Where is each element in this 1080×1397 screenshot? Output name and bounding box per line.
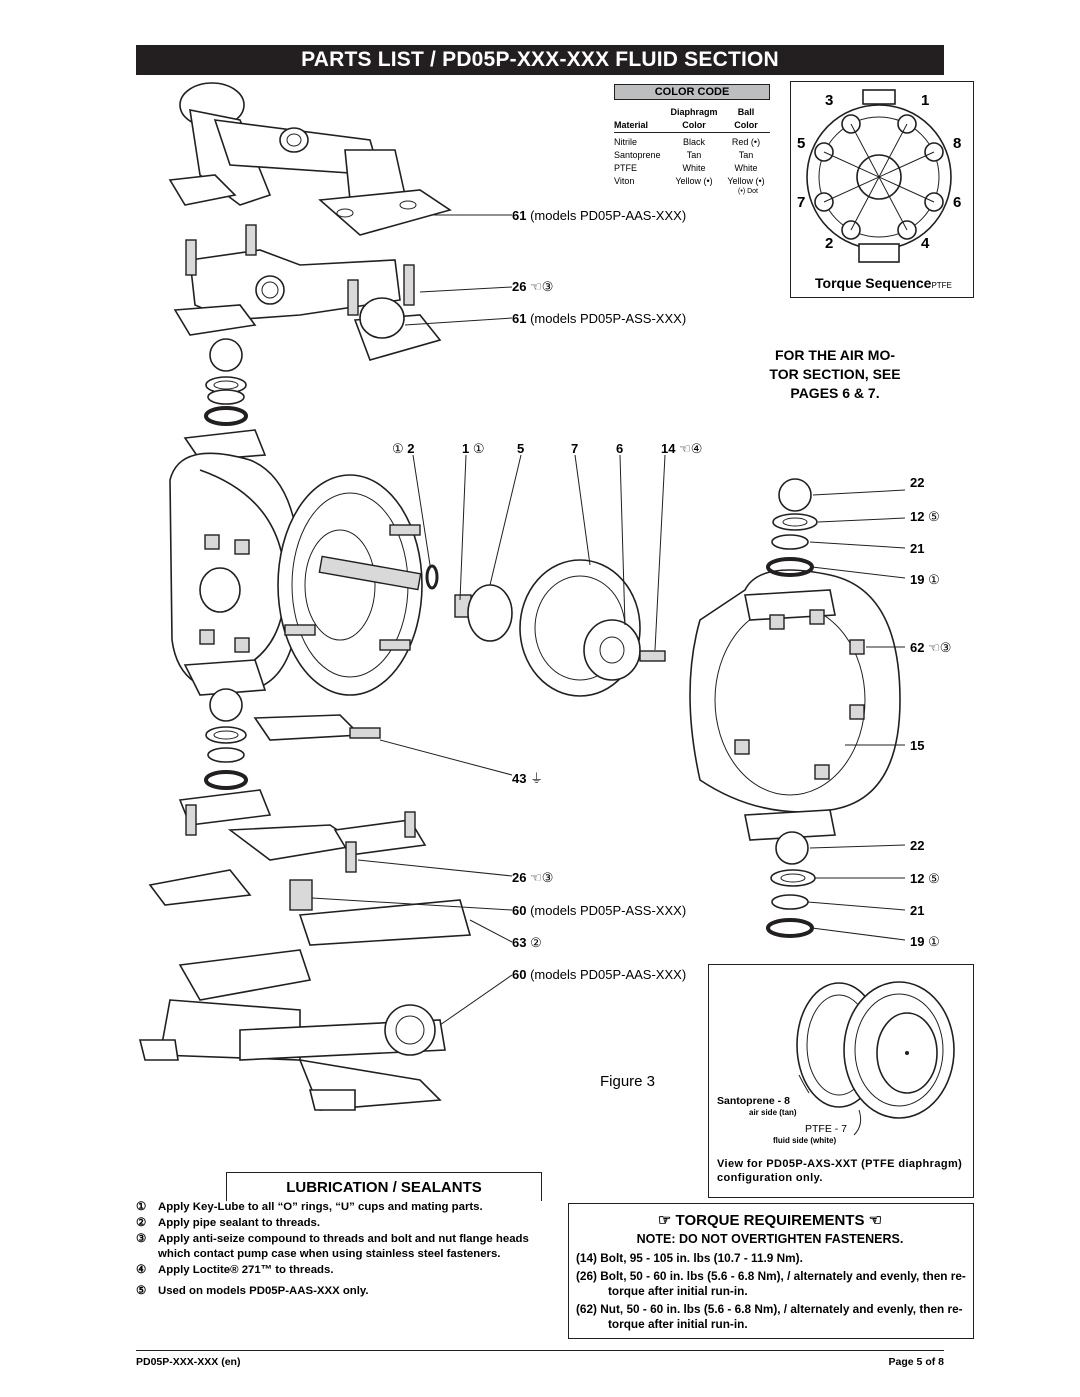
lower-manifold-drawing	[150, 790, 470, 945]
callout-62: 62 ☜③	[910, 640, 952, 655]
callout-19-lower: 19 ①	[910, 934, 940, 949]
torque-seq-7: 7	[797, 194, 806, 211]
col-material: Material	[614, 120, 649, 130]
lubrication-list	[136, 1200, 540, 1300]
callout-60-lower: 60 (models PD05P-AAS-XXX)	[512, 967, 687, 982]
callout-5: 5	[517, 441, 525, 456]
torque-seq-1: 1	[921, 92, 930, 109]
callout-2: ① 2	[392, 441, 415, 456]
color-code-footnote: (•) Dot	[738, 188, 758, 195]
table-row: PTFE White White	[614, 163, 758, 173]
callout-21-upper: 21	[910, 541, 925, 556]
torque-seq-5: 5	[797, 135, 806, 152]
callout-22-lower: 22	[910, 838, 925, 853]
santoprene-label: Santoprene - 8	[717, 1095, 790, 1107]
table-row: Viton Yellow (•) Yellow (•)	[614, 176, 765, 186]
torque-seq-6: 6	[953, 194, 962, 211]
list-item: ③ Apply anti-seize compound to threads and bolt and nut flange heads which contact pump case when using stainless steel fasteners.	[136, 1233, 529, 1260]
callout-26-lower: 26 ☜③	[512, 870, 554, 885]
santoprene-sub: air side (tan)	[749, 1108, 797, 1117]
color-code-heading: COLOR CODE	[614, 84, 770, 100]
torque-seq-4: 4	[921, 235, 930, 252]
torque-seq-3: 3	[825, 92, 834, 109]
footer-rule	[136, 1350, 944, 1351]
table-row: Santoprene Tan Tan	[614, 150, 754, 160]
callout-22-upper: 22	[910, 475, 925, 490]
callout-21-lower: 21	[910, 903, 925, 918]
callout-14: 14 ☜④	[661, 441, 703, 456]
ptfe-sub: fluid side (white)	[773, 1136, 837, 1145]
list-item: ① Apply Key-Lube to all “O” rings, “U” cups and mating parts.	[136, 1201, 483, 1213]
callout-63: 63 ②	[512, 935, 542, 950]
list-item: ④ Apply Loctite® 271™ to threads.	[136, 1264, 334, 1276]
callout-15: 15	[910, 738, 925, 753]
callout-61-upper: 61 (models PD05P-AAS-XXX)	[512, 208, 687, 223]
callout-6: 6	[616, 441, 624, 456]
torque-requirements-list	[576, 1251, 968, 1335]
torque-requirements-title: ☞ TORQUE REQUIREMENTS ☜	[657, 1212, 883, 1229]
lower-top-manifold-drawing	[175, 225, 440, 360]
list-item: (14) Bolt, 95 - 105 in. lbs (10.7 - 11.9 Nm).	[576, 1251, 803, 1265]
air-motor-note: FOR THE AIR MO- TOR SECTION, SEE PAGES 6 & 7.	[769, 347, 901, 401]
figure-label: Figure 3	[600, 1073, 656, 1090]
col-diaphragm-2: Color	[682, 120, 706, 130]
lubrication-title: LUBRICATION / SEALANTS	[286, 1179, 482, 1196]
page-title: PARTS LIST / PD05P-XXX-XXX FLUID SECTION	[136, 45, 944, 75]
top-manifold-drawing	[170, 83, 450, 235]
ptfe-diaphragm-inset	[708, 964, 974, 1198]
list-item: (62) Nut, 50 - 60 in. lbs (5.6 - 6.8 Nm), / alternately and evenly, then re-torque after initial run-in.	[576, 1301, 963, 1331]
torque-sequence-suffix: PTFE	[931, 281, 952, 290]
torque-sequence-label: Torque SequencePTFE	[815, 275, 952, 291]
table-row: Nitrile Black Red (•)	[614, 137, 761, 147]
callout-12-upper: 12 ⑤	[910, 509, 940, 524]
footer-doc-id: PD05P-XXX-XXX (en)	[136, 1356, 241, 1368]
list-item: ② Apply pipe sealant to threads.	[136, 1217, 321, 1229]
col-diaphragm: Diaphragm	[670, 107, 718, 117]
ptfe-label: PTFE - 7	[805, 1123, 848, 1135]
list-item: ⑤ Used on models PD05P-AAS-XXX only.	[136, 1285, 369, 1297]
col-ball-2: Color	[734, 120, 758, 130]
color-code-table	[614, 84, 770, 195]
right-pump-case-drawing	[690, 570, 900, 840]
callout-26-upper: 26 ☜③	[512, 279, 554, 294]
callout-60-upper: 60 (models PD05P-ASS-XXX)	[512, 903, 687, 918]
callout-43: 43 ⏚	[512, 771, 544, 786]
callout-7: 7	[571, 441, 579, 456]
callout-61-lower: 61 (models PD05P-ASS-XXX)	[512, 311, 687, 326]
callout-19-upper: 19 ①	[910, 572, 940, 587]
torque-seq-2: 2	[825, 235, 834, 252]
callout-12-lower: 12 ⑤	[910, 871, 940, 886]
air-motor-housing-drawing	[278, 475, 471, 695]
base-manifold-drawing	[140, 950, 445, 1110]
ptfe-inset-caption: View for PD05P-AXS-XXT (PTFE diaphragm) configuration only.	[717, 1158, 963, 1184]
torque-requirements-note: NOTE: DO NOT OVERTIGHTEN FASTENERS.	[636, 1232, 904, 1246]
list-item: (26) Bolt, 50 - 60 in. lbs (5.6 - 6.8 Nm), / alternately and evenly, then re-torque after initial run-in.	[576, 1268, 966, 1298]
torque-seq-8: 8	[953, 135, 962, 152]
torque-sequence-drawing	[791, 82, 973, 297]
col-ball: Ball	[737, 107, 755, 117]
torque-sequence-inset	[790, 81, 974, 298]
footer-page-number: Page 5 of 8	[888, 1356, 944, 1368]
callout-1: 1 ①	[462, 441, 485, 456]
